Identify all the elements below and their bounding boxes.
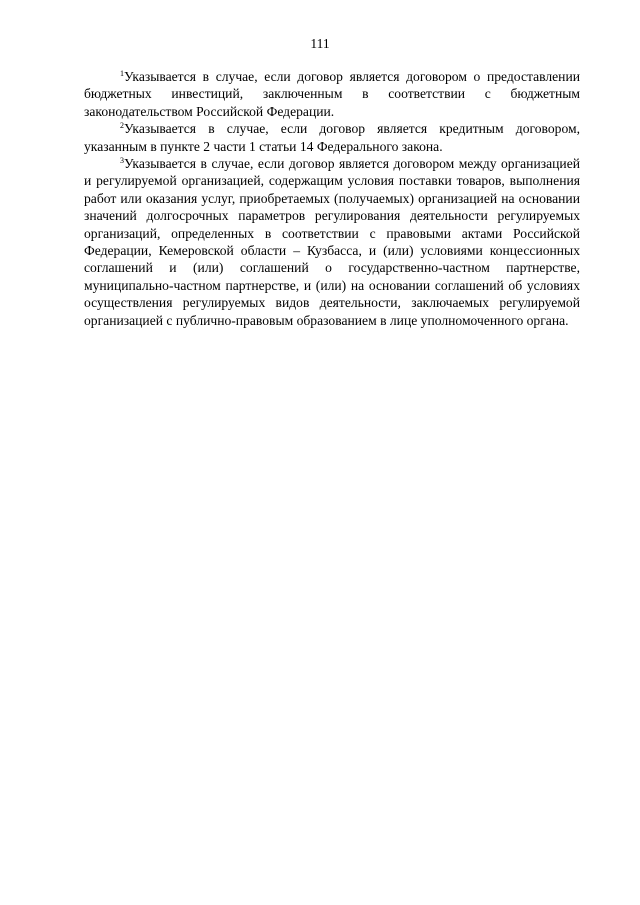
- footnote-marker: 1: [120, 69, 124, 78]
- footnote-2: [84, 120, 580, 155]
- page-number: 111: [310, 36, 330, 51]
- footnote-marker: 3: [120, 156, 124, 166]
- footnote-3: [84, 155, 580, 329]
- footnote-marker: 2: [120, 121, 124, 131]
- footnote-text: Указывается в случае, если договор является кредитным договором, указанным в пункте 2 части 1 статьи 14 Федерального закона.: [84, 121, 580, 154]
- footnote-text: Указывается в случае, если договор является договором между организацией и регулируемой организацией, содержащим условия поставки товаров, выполнения работ или оказания услуг, приобретаемых (получаемых) организацией на основании значений долгосрочных параметров регулирования деятельности регулируемых организаций, определенных в соответствии с правовыми актами Российской Федерации, Кемеровской области – Кузбасса, и (или) условиями концессионных соглашений и (или) соглашений о государственно-частном партнерстве, муниципально-частном партнерстве, и (или) на основании соглашений об условиях осуществления регулируемых видов деятельности, заключаемых регулируемой организацией с публично-правовым образованием в лице уполномоченного органа.: [84, 156, 580, 328]
- footnote-text: Указывается в случае, если договор является договором о предоставлении бюджетных инвестиций, заключенным в соответствии с бюджетным законодательством Российской Федерации.: [84, 69, 580, 119]
- footnote-1: [84, 68, 580, 120]
- footnotes-block: [84, 68, 580, 329]
